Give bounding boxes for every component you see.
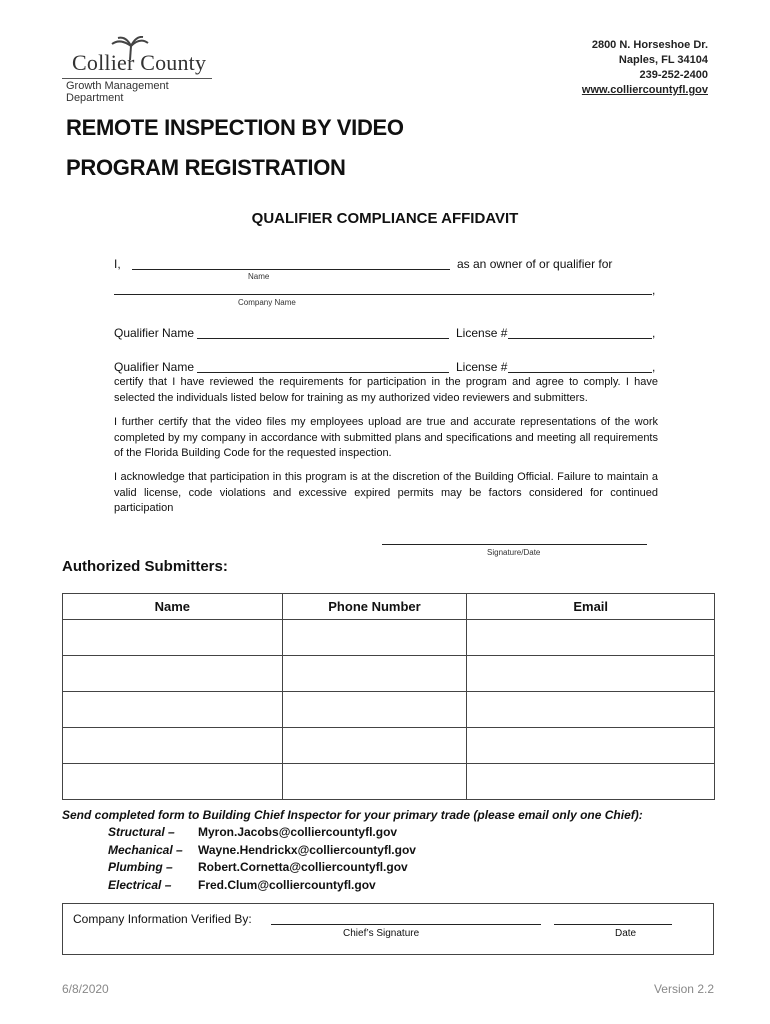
county-logo xyxy=(62,36,222,104)
table-row xyxy=(63,692,715,728)
owner-name-field[interactable] xyxy=(132,269,450,270)
footer-version: Version 2.2 xyxy=(653,982,714,996)
table-row xyxy=(63,656,715,692)
email-cell[interactable] xyxy=(467,656,715,692)
affidavit-heading: QUALIFIER COMPLIANCE AFFIDAVIT xyxy=(251,210,519,227)
website-link[interactable]: www.colliercountyfl.gov xyxy=(581,84,708,96)
license-comma-1: , xyxy=(652,326,656,340)
address-phone: 239-252-2400 xyxy=(639,69,708,81)
address-city: Naples, FL 34104 xyxy=(618,54,708,66)
name-cell[interactable] xyxy=(63,692,283,728)
company-comma: , xyxy=(652,283,656,297)
submitters-table xyxy=(62,593,715,800)
signature-field[interactable] xyxy=(382,544,647,545)
logo-divider xyxy=(62,78,212,79)
qualifier-label-1: Qualifier Name xyxy=(114,326,195,340)
page-title xyxy=(66,108,404,188)
email-cell[interactable] xyxy=(467,728,715,764)
email-cell[interactable] xyxy=(467,764,715,800)
address-street: 2800 N. Horseshoe Dr. xyxy=(591,39,708,51)
name-cell[interactable] xyxy=(63,728,283,764)
chief-role: Electrical – xyxy=(108,877,172,892)
name-cell[interactable] xyxy=(63,656,283,692)
phone-cell[interactable] xyxy=(282,656,467,692)
table-row xyxy=(63,620,715,656)
company-caption: Company Name xyxy=(238,298,296,307)
chief-signature-caption: Chief’s Signature xyxy=(343,928,420,939)
col-header-email: Email xyxy=(467,594,715,620)
license-field-1[interactable] xyxy=(508,338,652,339)
verify-label: Company Information Verified By: xyxy=(73,912,252,926)
license-label-1: License # xyxy=(456,326,508,340)
license-label-2: License # xyxy=(456,360,508,374)
send-instruction: Send completed form to Building Chief Inspector for your primary trade (please email only one Chief): xyxy=(62,808,643,822)
acknowledge-paragraph: I acknowledge that participation in this program is at the discretion of the Building Official. Failure to maintain a valid license, code violations and excessive expired permits may be factors considered for continued participation xyxy=(114,471,658,514)
logo-department: Growth Management Department xyxy=(66,80,169,104)
chief-signature-field[interactable] xyxy=(271,924,541,925)
phone-cell[interactable] xyxy=(282,620,467,656)
chief-role: Plumbing – xyxy=(108,860,173,874)
verify-date-field[interactable] xyxy=(554,924,672,925)
chief-email[interactable]: Fred.Clum@colliercountyfl.gov xyxy=(198,877,376,892)
owner-label: as an owner of or qualifier for xyxy=(457,257,613,271)
email-cell[interactable] xyxy=(467,692,715,728)
title-line-1: REMOTE INSPECTION BY VIDEO xyxy=(66,115,404,140)
email-cell[interactable] xyxy=(467,620,715,656)
qualifier-label-2: Qualifier Name xyxy=(114,360,195,374)
company-name-field[interactable] xyxy=(114,294,652,295)
chief-role: Structural – xyxy=(108,825,175,839)
logo-county-name: Collier County xyxy=(72,50,207,75)
i-label: I, xyxy=(114,257,121,271)
name-cell[interactable] xyxy=(63,764,283,800)
video-certify-paragraph: I further certify that the video files my employees upload are true and accurate representations of the work completed by my company in accordance with submitted plans and specifications and meeting all requirements of the Florida Building Code for the requested inspection. xyxy=(114,416,658,459)
chief-email[interactable]: Wayne.Hendrickx@colliercountyfl.gov xyxy=(198,842,416,857)
col-header-phone: Phone Number xyxy=(282,594,467,620)
chief-email[interactable]: Myron.Jacobs@colliercountyfl.gov xyxy=(198,825,398,839)
table-row xyxy=(63,728,715,764)
title-line-2: PROGRAM REGISTRATION xyxy=(66,155,346,180)
phone-cell[interactable] xyxy=(282,728,467,764)
name-caption: Name xyxy=(248,272,270,281)
submitters-heading: Authorized Submitters: xyxy=(62,558,228,575)
qualifier-name-field-2[interactable] xyxy=(197,372,449,373)
license-field-2[interactable] xyxy=(508,372,652,373)
chief-list xyxy=(0,824,770,896)
phone-cell[interactable] xyxy=(282,764,467,800)
col-header-name: Name xyxy=(63,594,283,620)
chief-role: Mechanical – xyxy=(108,842,183,857)
table-row xyxy=(63,764,715,800)
qualifier-name-field-1[interactable] xyxy=(197,338,449,339)
address-block xyxy=(582,38,708,98)
name-cell[interactable] xyxy=(63,620,283,656)
footer-date: 6/8/2020 xyxy=(62,982,109,996)
certify-paragraph: certify that I have reviewed the requirements for participation in the program and agree to comply. I have selected the individuals listed below for training as my authorized video reviewers and submitters. xyxy=(114,376,658,404)
verification-box xyxy=(62,903,714,955)
license-comma-2: , xyxy=(652,360,656,374)
phone-cell[interactable] xyxy=(282,692,467,728)
date-caption: Date xyxy=(615,928,637,939)
table-header-row xyxy=(63,594,715,620)
signature-caption: Signature/Date xyxy=(487,548,541,557)
chief-email[interactable]: Robert.Cornetta@colliercountyfl.gov xyxy=(198,860,408,874)
